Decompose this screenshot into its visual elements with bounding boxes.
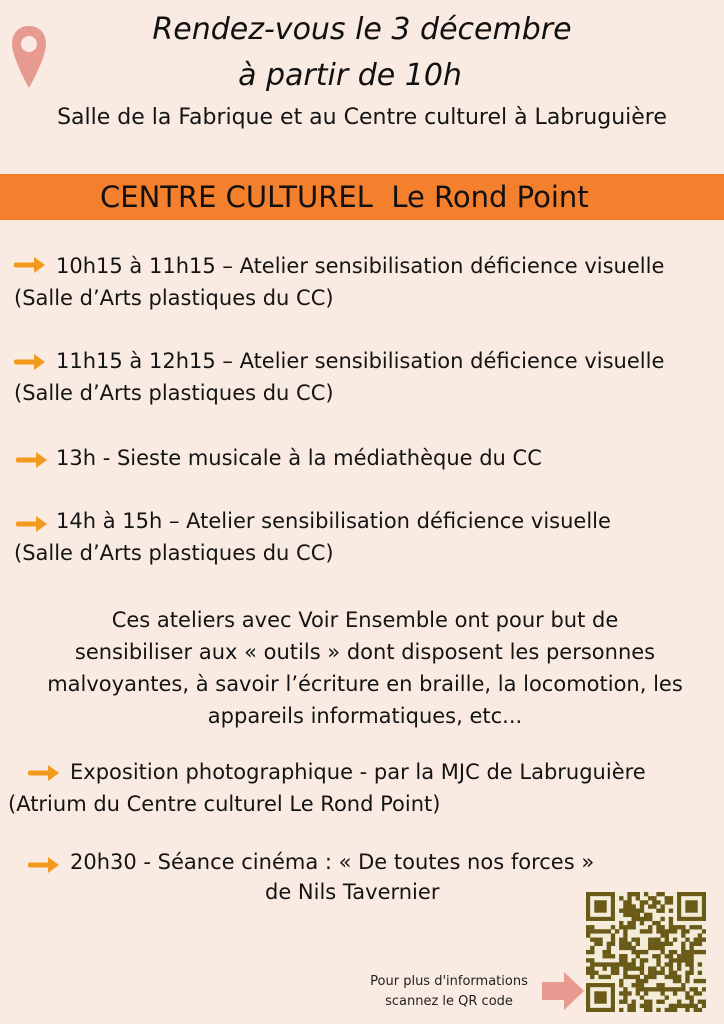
venue-line: Salle de la Fabrique et au Centre culturel à Labruguière [57,105,667,130]
exhibition-location: (Atrium du Centre culturel Le Rond Point) [8,792,441,816]
arrow-right-icon [28,762,62,784]
schedule-item-time: 11h15 à 12h15 – Atelier sensibilisation déficience visuelle [56,349,665,373]
section-banner [0,174,724,220]
exhibition-title: Exposition photographique - par la MJC de Labruguière [70,760,646,784]
description-line: appareils informatiques, etc... [207,704,523,728]
pointer-arrow-icon [540,968,586,1014]
qr-code-pattern [586,892,706,1012]
description-paragraph [40,604,690,732]
date-headline: Rendez-vous le 3 décembre [152,12,572,47]
qr-caption [344,972,554,1012]
banner-title: CENTRE CULTUREL Le Rond Point [100,180,589,214]
qr-code[interactable] [586,892,706,1012]
time-headline: à partir de 10h [238,58,462,93]
description-line: sensibiliser aux « outils » dont disposent les personnes [74,640,656,664]
arrow-right-icon [28,854,62,876]
description-line: Ces ateliers avec Voir Ensemble ont pour but de [111,608,619,632]
arrow-right-icon [16,513,50,535]
cinema-title: 20h30 - Séance cinéma : « De toutes nos forces » [70,850,595,874]
arrow-right-icon [14,254,48,276]
cinema-director: de Nils Tavernier [265,880,440,904]
schedule-item-location: (Salle d’Arts plastiques du CC) [14,381,334,405]
schedule-item-time: 14h à 15h – Atelier sensibilisation déficience visuelle [56,509,611,533]
description-line: malvoyantes, à savoir l’écriture en braille, la locomotion, les [47,672,683,696]
schedule-item-time: 13h - Sieste musicale à la médiathèque du CC [56,446,542,470]
schedule-item-location: (Salle d’Arts plastiques du CC) [14,286,334,310]
qr-caption-line: Pour plus d'informations [370,974,528,989]
qr-caption-line: scannez le QR code [385,994,513,1009]
schedule-item-time: 10h15 à 11h15 – Atelier sensibilisation déficience visuelle [56,254,665,278]
arrow-right-icon [14,351,48,373]
schedule-item-location: (Salle d’Arts plastiques du CC) [14,541,334,565]
arrow-right-icon [16,449,50,471]
